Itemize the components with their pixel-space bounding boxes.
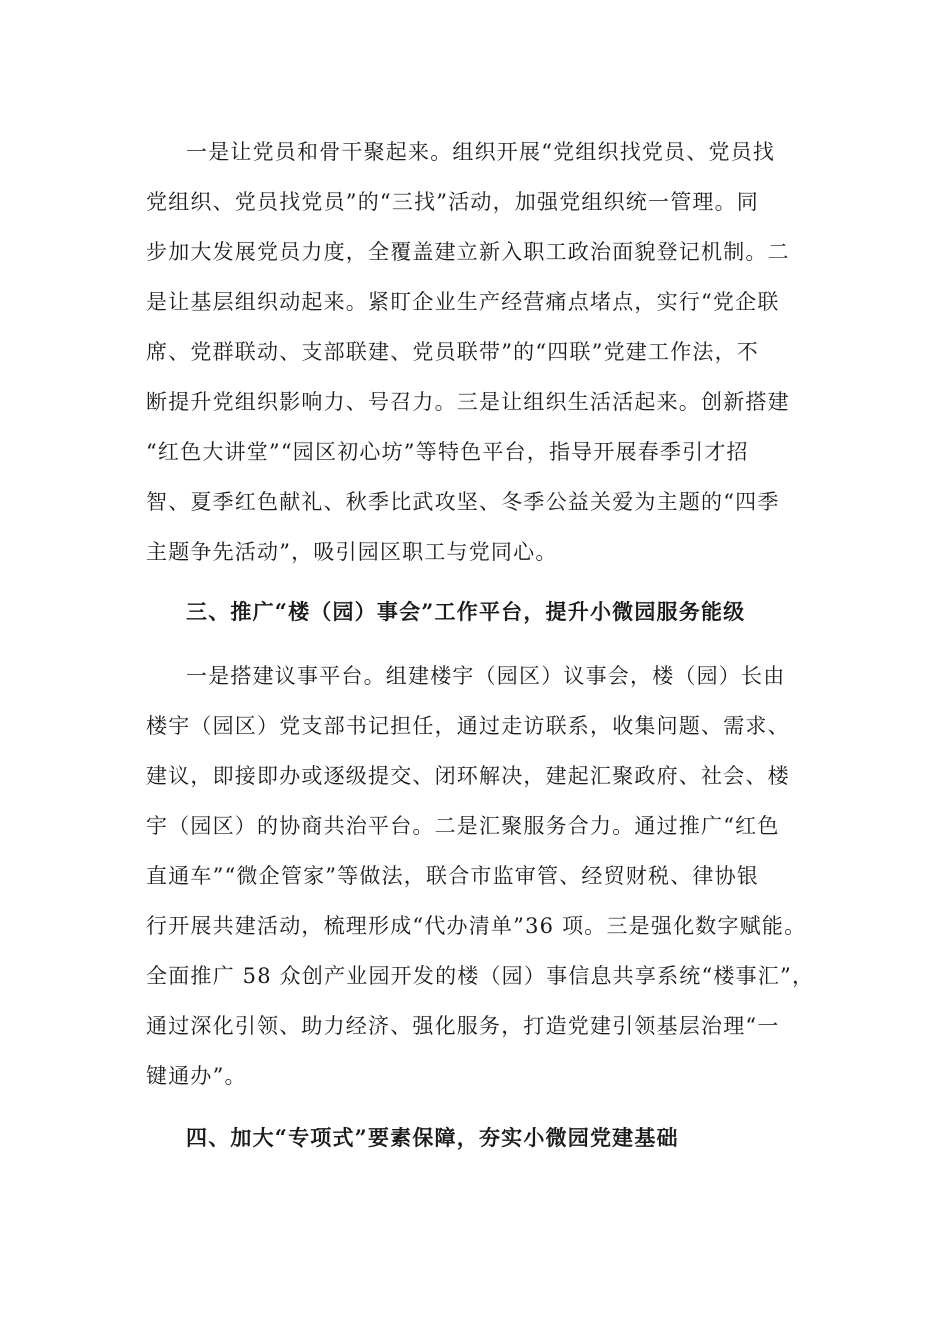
paragraph-line: 一是搭建议事平台。组建楼宇（园区）议事会，楼（园）长由 bbox=[186, 664, 786, 688]
section-heading: 三、推广“楼（园）事会”工作平台，提升小微园服务能级 bbox=[186, 599, 746, 624]
paragraph-line: “红色大讲堂”“园区初心坊”等特色平台，指导开展春季引才招 bbox=[146, 440, 749, 464]
paragraph-line: 全面推广 58 众创产业园开发的楼（园）事信息共享系统“楼事汇”， bbox=[146, 964, 815, 988]
paragraph-line: 楼宇（园区）党支部书记担任，通过走访联系，收集问题、需求、 bbox=[146, 714, 790, 738]
paragraph-line: 智、夏季红色献礼、秋季比武攻坚、冬季公益关爱为主题的“四季 bbox=[146, 490, 780, 514]
paragraph-line: 党组织、党员找党员”的“三找”活动，加强党组织统一管理。同 bbox=[146, 190, 760, 214]
paragraph-line: 断提升党组织影响力、号召力。三是让组织生活活起来。创新搭建 bbox=[146, 390, 790, 414]
paragraph-line: 步加大发展党员力度，全覆盖建立新入职工政治面貌登记机制。二 bbox=[146, 240, 790, 264]
paragraph-line: 席、党群联动、支部联建、党员联带”的“四联”党建工作法，不 bbox=[146, 340, 760, 364]
paragraph-line: 一是让党员和骨干聚起来。组织开展“党组织找党员、党员找 bbox=[186, 140, 776, 164]
paragraph-line: 是让基层组织动起来。紧盯企业生产经营痛点堵点，实行“党企联 bbox=[146, 290, 780, 314]
paragraph-line: 宇（园区）的协商共治平台。二是汇聚服务合力。通过推广“红色 bbox=[146, 814, 780, 838]
paragraph-line: 主题争先活动”，吸引园区职工与党同心。 bbox=[146, 540, 558, 564]
paragraph-line: 直通车”“微企管家”等做法，联合市监审管、经贸财税、律协银 bbox=[146, 864, 760, 888]
section-heading: 四、加大“专项式”要素保障，夯实小微园党建基础 bbox=[186, 1125, 679, 1150]
paragraph-line: 建议，即接即办或逐级提交、闭环解决，建起汇聚政府、社会、楼 bbox=[146, 764, 790, 788]
paragraph-line: 键通办”。 bbox=[146, 1064, 247, 1088]
paragraph-line: 通过深化引领、助力经济、强化服务，打造党建引领基层治理“一 bbox=[146, 1014, 780, 1038]
paragraph-line: 行开展共建活动，梳理形成“代办清单”36 项。三是强化数字赋能。 bbox=[146, 914, 807, 938]
